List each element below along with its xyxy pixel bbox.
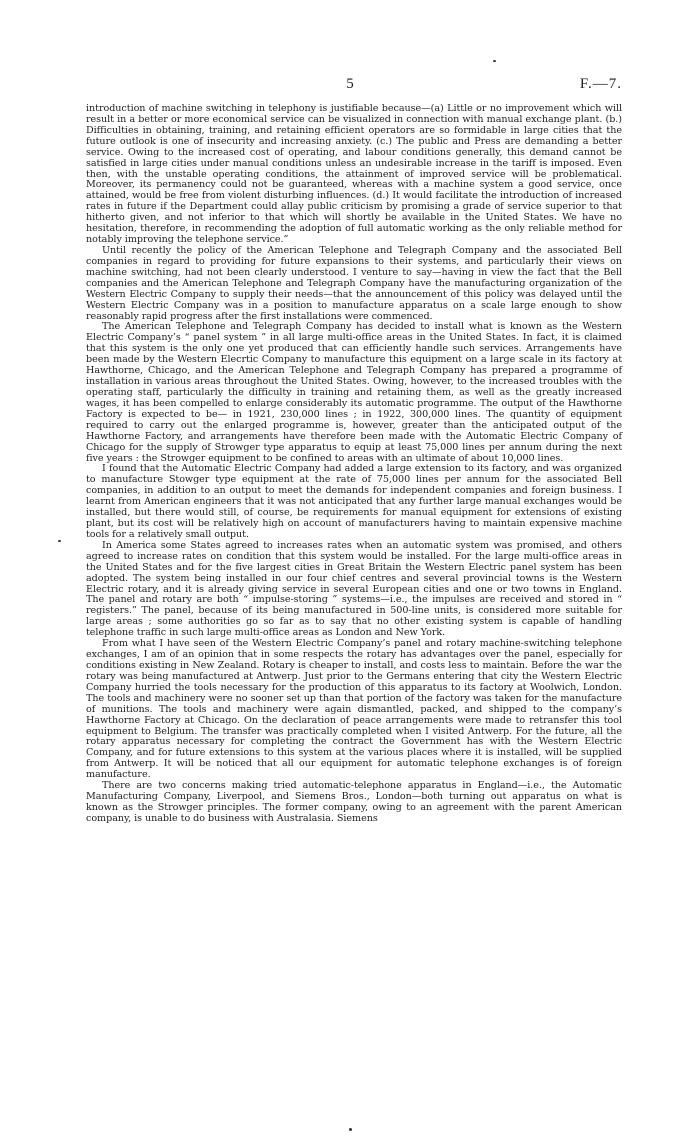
body-text [86, 104, 622, 825]
paragraph-panel-system: The American Telephone and Telegraph Company has decided to install what is known as the Western Electric Company’s “ panel system ” in all large multi-office areas in the United States. In fact, it is claimed that this system is the only one yet produced that can efficiently handle such services. Arrangements have been made by the Western Elecrtic Company to manufacture this equipment on a large scale in its factory at Hawthorne, Chicago, and the American Telephone and Telegraph Company has prepared a programme of installation in various areas throughout the United States. Owing, however, to the increased troubles with the operating staff, particularly the difficulty in training and retaining them, as well as the greatly increased wages, it has been compelled to enlarge considerably its automatic programme. The output of the Hawthorne Factory is expected to be— in 1921, 230,000 lines ; in 1922, 300,000 lines. The quantity of equipment required to carry out the enlarged programme is, however, greater than the anticipated output of the Hawthorne Factory, and arrangements have therefore been made with the Automatic Electric Company of Chicago for the supply of Strowger type apparatus to equip at least 75,000 lines per annum during the next five years : the Strowger equipment to be confined to areas with an ultimate of about 10,000 lines. [86, 321, 622, 464]
print-speck [58, 540, 61, 542]
paragraph-automatic-electric: I found that the Automatic Electric Company had added a large extension to its factory, and was organized to manufacture Stowger type equipment at the rate of 75,000 lines per annum for the associated Bell companies, in addition to an output to meet the demands for independent companies and foreign business. I learnt from American engineers that it was not anticipated that any further large manual exchanges would be installed, but there would still, of course, be requirements for manual equipment for extensions of existing plant, but its cost will be relatively high on account of manufacturers having to maintain expensive machine tools for a relatively small output. [86, 463, 622, 540]
print-speck [349, 1128, 352, 1131]
page-number: 5 [346, 76, 354, 92]
paragraph-bell-policy: Until recently the policy of the American Telephone and Telegraph Company and the associated Bell companies in regard to providing for future expansions to their systems, and particularly their views on machine switching, had not been clearly understood. I venture to say—having in view the fact that the Bell companies and the American Telephone and Telegraph Company have the manufacturing organization of the Western Electric Company to supply their needs—that the announcement of this policy was delayed until the Western Electric Company was in a position to manufacture apparatus on a scale large enough to show reasonably rapid progress after the first installations were commenced. [86, 244, 622, 322]
document-series-number: F.—7. [579, 76, 622, 92]
paragraph-continuation: introduction of machine switching in telephony is justifiable because—(a) Little or no improvement which will result in a better or more economical service can be visualized in connection with manual exchange plant. (b.) Difficulties in obtaining, training, and retaining efficient operators are so formidable in large cities that the future outlook is one of insecurity and increasing anxiety. (c.) The public and Press are demanding a better service. Owing to the increased cost of operating, and labour conditions generally, this demand cannot be satisfied in large cities under manual conditions unless an undesirable increase in the tariff is imposed. Even then, with the unstable operating conditions, the attainment of improved service will be problematical. Moreover, its permanency could not be guaranteed, whereas with a machine system a good service, once attained, would be free from violent disturbing influences. (d.) It would facilitate the introduction of increased rates in future if the Department could allay public criticism by promising a grade of service superior to that hitherto given, and not inferior to that which will shortly be available in the United States. We have no hesitation, therefore, in recommending the adoption of full automatic working as the only reliable method for notably improving the telephone service.” [86, 103, 622, 246]
paragraph-english-makers: There are two concerns making tried automatic-telephone apparatus in England—i.e., the Automatic Manufacturing Company, Liverpool, and Siemens Bros., London—both turning out apparatus on what is known as the Strowger principles. The former company, owing to an agreement with the parent American company, is unable to do business with Australasia. Siemens [86, 780, 622, 824]
paragraph-rotary-history: From what I have seen of the Western Electric Company’s panel and rotary machine-switching telephone exchanges, I am of an opinion that in some respects the rotary has advantages over the panel, especially for conditions existing in New Zealand. Rotary is cheaper to install, and costs less to maintain. Before the war the rotary was being manufactured at Antwerp. Just prior to the Germans entering that city the Western Electric Company hurried the tools necessary for the production of this apparatus to its factory at Woolwich, London. The tools and machinery were no sooner set up than that portion of the factory was taken for the manufacture of munitions. The tools and machinery were again dismantled, packed, and shipped to the company’s Hawthorne Factory at Chicago. On the declaration of peace arrangements were made to retransfer this tool equipment to Belgium. The transfer was practically completed when I visited Antwerp. For the future, all the rotary apparatus necessary for completing the contract the Government has with the Western Electric Company, and for future extensions to this system at the various places where it is installed, will be supplied from Antwerp. It will be noticed that all our equipment for automatic telephone exchanges is of foreign manufacture. [86, 638, 622, 781]
paragraph-rates-systems: In America some States agreed to increases rates when an automatic system was promised, and others agreed to increase rates on condition that this system would be installed. For the large multi-office areas in the United States and for the five largest cities in Great Britain the Western Electric panel system has been adopted. The system being installed in our four chief centres and several provincial towns is the Western Electric rotary, and it is already giving service in several European cities and one or two towns in England. The panel and rotary are both “ impulse-storing ” systems—i.e., the impulses are received and stored in “ registers.” The panel, because of its being manufactured in 500-line units, is considered more suitable for large areas ; some authorities go so far as to say that no other existing system is capable of handling telephone traffic in such large multi-office areas as London and New York. [86, 539, 622, 639]
print-speck [493, 60, 496, 62]
